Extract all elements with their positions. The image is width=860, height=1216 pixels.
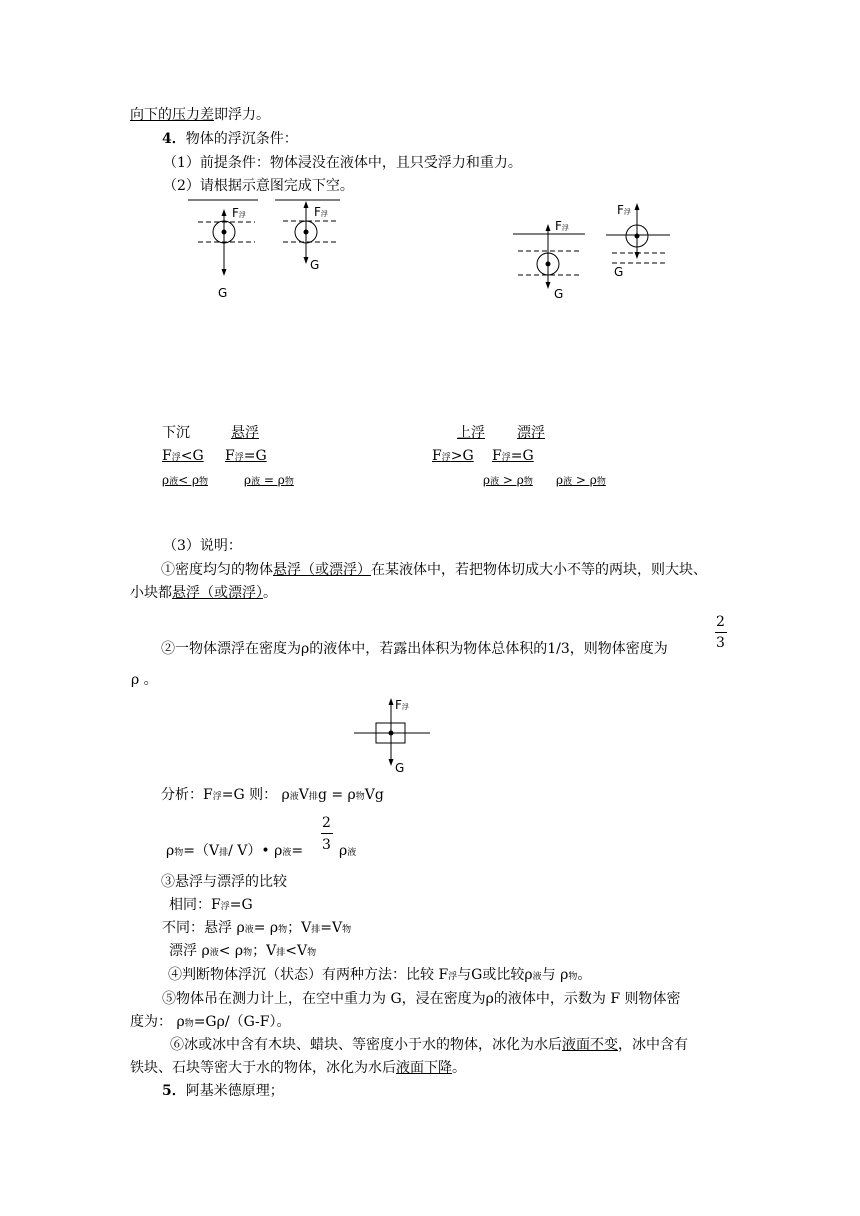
density-rise: ρ液 > ρ物: [483, 473, 533, 487]
force-label: F浮: [555, 219, 569, 233]
gravity-label: G: [310, 258, 320, 272]
force-label: F浮: [617, 203, 631, 217]
force-label: F浮: [395, 698, 409, 712]
density-sink: ρ液< ρ物: [162, 473, 209, 487]
note-6-line-2: 铁块、石块等密大于水的物体，冰化为水后液面下降。: [130, 1060, 466, 1076]
rel-suspend: F浮=G: [225, 448, 267, 464]
note-1-line-2: 小块都悬浮（或漂浮）。: [130, 585, 277, 601]
note-5-line-1: ⑤物体吊在测力计上，在空中重力为 G，浸在密度为ρ的液体中，示数为 F 则物体密: [162, 991, 681, 1007]
compare-heading: ③悬浮与漂浮的比较: [161, 874, 287, 890]
line-pressure-diff: 向下的压力差即浮力。: [130, 107, 270, 123]
condition-2: （2）请根据示意图完成下空。: [163, 178, 354, 194]
state-suspend: 悬浮: [231, 425, 259, 441]
note-1-line-1: ①密度均匀的物体悬浮（或漂浮）在某液体中，若把物体切成大小不等的两块，则大块、: [161, 562, 707, 578]
rel-rise: F浮>G: [432, 448, 474, 464]
rel-float: F浮=G: [492, 448, 534, 464]
compare-same: 相同：F浮=G: [169, 897, 253, 913]
fraction-bar: [321, 833, 333, 834]
note-heading: （3）说明：: [163, 538, 242, 554]
note-5-line-2: 度为： ρ物=Gρ/（G-F）。: [130, 1014, 291, 1030]
compare-diff: 不同：悬浮 ρ液= ρ物；V排=V物: [162, 920, 352, 936]
note-4: ④判断物体浮沉（状态）有两种方法：比较 F浮与G或比较ρ液与 ρ物。: [168, 967, 592, 983]
fraction-bar: [715, 632, 727, 633]
gravity-label: G: [218, 286, 228, 300]
state-rise: 上浮: [457, 425, 485, 441]
condition-1: （1）前提条件：物体浸没在液体中，且只受浮力和重力。: [163, 155, 522, 171]
force-label: F浮: [232, 206, 246, 220]
diagram-rise: [513, 228, 585, 285]
gravity-label: G: [554, 287, 564, 301]
section-5-heading: 5．阿基米德原理；: [162, 1083, 284, 1099]
fraction-denominator: 3: [716, 635, 725, 651]
gravity-label: G: [614, 265, 624, 279]
gravity-label: G: [395, 761, 405, 775]
analysis-line-1: 分析：F浮=G 则： ρ液V排g = ρ物Vg: [161, 787, 384, 803]
analysis-line-2-end: ρ液: [339, 843, 357, 859]
fraction-numerator: 2: [716, 614, 725, 630]
fraction-denominator: 3: [322, 837, 331, 853]
analysis-line-2: ρ物=（V排/ V）• ρ液=: [166, 843, 304, 859]
note-6-line-1: ⑥冰或冰中含有木块、蜡块、等密度小于水的物体，冰化为水后液面不变，冰中含有: [170, 1037, 688, 1053]
note-2: ②一物体漂浮在密度为ρ的液体中，若露出体积为物体总体积的1/3，则物体密度为: [161, 641, 668, 657]
state-float: 漂浮: [517, 425, 545, 441]
compare-float: 漂浮 ρ液< ρ物；V排<V物: [169, 943, 317, 959]
density-suspend: ρ液 = ρ物: [244, 473, 294, 487]
rel-sink: F浮<G: [162, 448, 204, 464]
section-4-heading: 4．物体的浮沉条件：: [162, 131, 298, 147]
fraction-numerator: 2: [322, 815, 331, 831]
note-2-end: ρ 。: [131, 672, 158, 688]
state-sink: 下沉: [162, 425, 190, 441]
diagram-sink: [188, 200, 258, 272]
underlined-text: 向下的压力差: [130, 107, 214, 123]
density-float: ρ液 > ρ物: [556, 473, 606, 487]
force-label: F浮: [314, 205, 328, 219]
